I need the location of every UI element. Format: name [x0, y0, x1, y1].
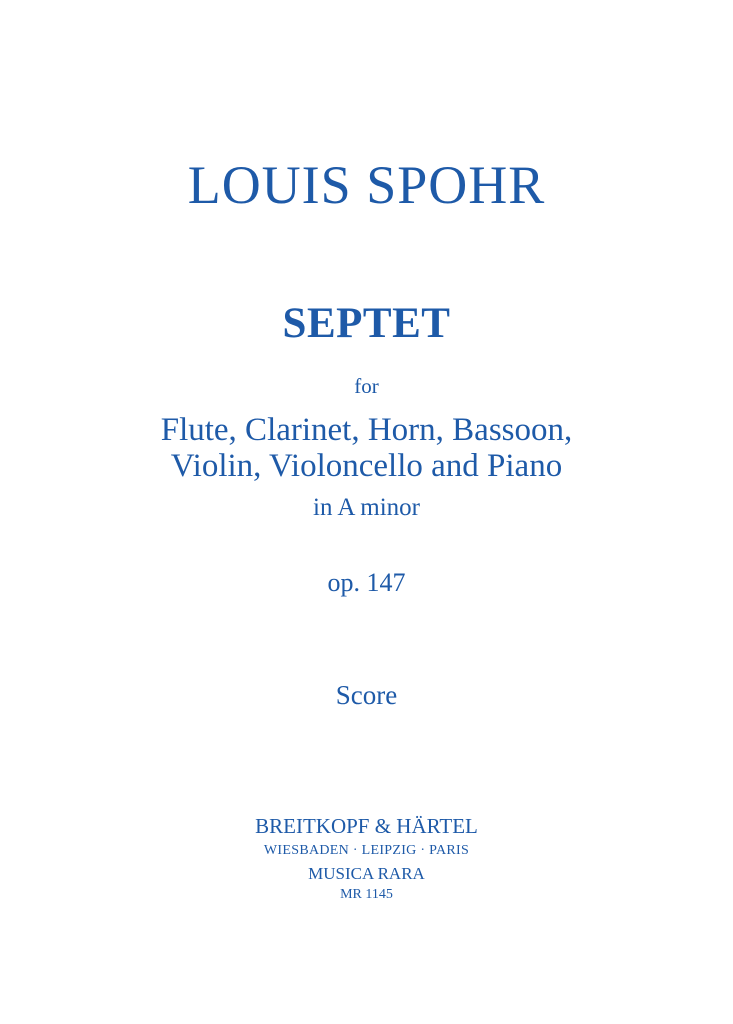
publisher-cities: WIESBADEN · LEIPZIG · PARIS	[263, 843, 470, 858]
composer-name: LOUIS SPOHR	[187, 155, 546, 215]
catalog-number: MR 1145	[340, 887, 393, 902]
instrumentation-line-2: Violin, Violoncello and Piano	[170, 448, 563, 484]
key-signature: in A minor	[313, 494, 420, 521]
for-label: for	[354, 374, 379, 398]
imprint-name: MUSICA RARA	[308, 864, 425, 883]
edition-type: Score	[335, 680, 398, 710]
instrumentation-line-1: Flute, Clarinet, Horn, Bassoon,	[160, 412, 573, 448]
opus-number: op. 147	[327, 568, 406, 597]
publisher-name: BREITKOPF & HÄRTEL	[255, 814, 478, 838]
work-title: SEPTET	[282, 300, 451, 347]
